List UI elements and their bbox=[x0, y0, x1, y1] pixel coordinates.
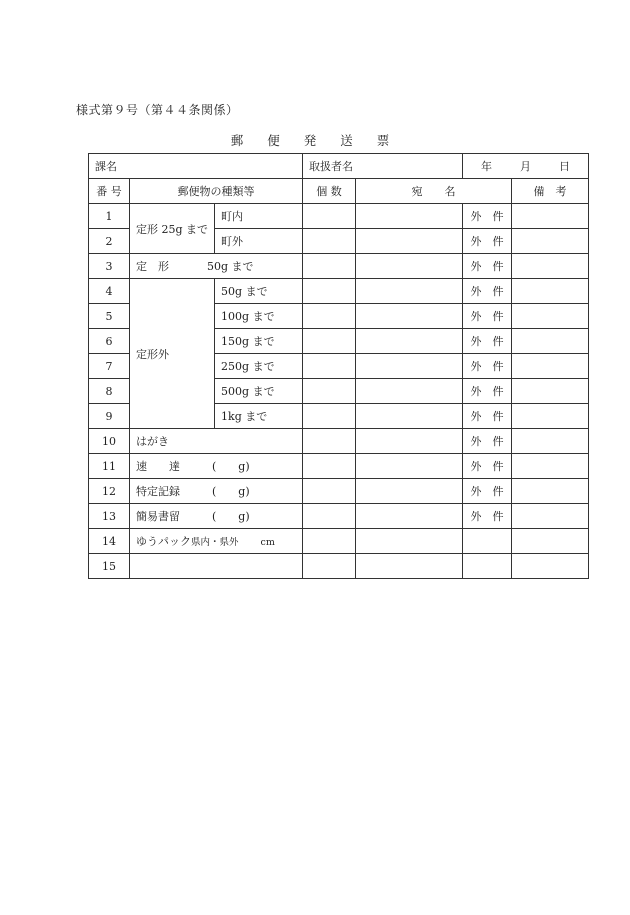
address-extra-cell[interactable] bbox=[463, 529, 512, 554]
count-cell[interactable] bbox=[303, 279, 356, 304]
remarks-cell[interactable] bbox=[512, 529, 589, 554]
remarks-cell[interactable] bbox=[512, 354, 589, 379]
address-suffix: 外 件 bbox=[463, 279, 512, 304]
row-number: 10 bbox=[89, 429, 130, 454]
table-row bbox=[89, 454, 589, 479]
count-cell[interactable] bbox=[303, 479, 356, 504]
row-number: 2 bbox=[89, 229, 130, 254]
row-group-label: 定形外 bbox=[130, 279, 215, 429]
table-row bbox=[89, 529, 589, 554]
remarks-cell[interactable] bbox=[512, 379, 589, 404]
row-label bbox=[130, 504, 303, 529]
address-cell[interactable] bbox=[356, 479, 463, 504]
address-suffix: 外 件 bbox=[463, 404, 512, 429]
count-cell[interactable] bbox=[303, 454, 356, 479]
dept-name-cell[interactable] bbox=[89, 154, 303, 179]
day-label: 日 bbox=[559, 160, 571, 173]
count-cell[interactable] bbox=[303, 429, 356, 454]
count-cell[interactable] bbox=[303, 404, 356, 429]
row-label-main: 速 達 bbox=[136, 460, 180, 473]
col-address: 宛 名 bbox=[356, 179, 512, 204]
row-number: 15 bbox=[89, 554, 130, 579]
row-label: はがき bbox=[130, 429, 303, 454]
row-number: 9 bbox=[89, 404, 130, 429]
row-label-weight: 50g まで bbox=[207, 260, 254, 273]
address-suffix: 外 件 bbox=[463, 454, 512, 479]
address-cell[interactable] bbox=[356, 404, 463, 429]
row-label-region: 県内・県外 bbox=[191, 537, 239, 548]
row-group-label: 定形 25g まで bbox=[130, 204, 215, 254]
table-row bbox=[89, 554, 589, 579]
address-cell[interactable] bbox=[356, 279, 463, 304]
row-number: 7 bbox=[89, 354, 130, 379]
column-header-row bbox=[89, 179, 589, 204]
address-cell[interactable] bbox=[356, 229, 463, 254]
row-label-main: 定 形 bbox=[136, 260, 169, 273]
count-cell[interactable] bbox=[303, 229, 356, 254]
dept-name-label: 課名 bbox=[95, 160, 117, 173]
row-label bbox=[130, 454, 303, 479]
count-cell[interactable] bbox=[303, 304, 356, 329]
table-row bbox=[89, 429, 589, 454]
count-cell[interactable] bbox=[303, 554, 356, 579]
remarks-cell[interactable] bbox=[512, 204, 589, 229]
handler-name-cell[interactable] bbox=[303, 154, 463, 179]
row-label-main: 簡易書留 bbox=[136, 510, 180, 523]
address-cell[interactable] bbox=[356, 429, 463, 454]
row-sub-label: 150g まで bbox=[215, 329, 303, 354]
remarks-cell[interactable] bbox=[512, 554, 589, 579]
col-mail-type: 郵便物の種類等 bbox=[130, 179, 303, 204]
row-sub-label: 50g まで bbox=[215, 279, 303, 304]
address-suffix: 外 件 bbox=[463, 204, 512, 229]
row-label bbox=[130, 479, 303, 504]
remarks-cell[interactable] bbox=[512, 229, 589, 254]
address-suffix: 外 件 bbox=[463, 254, 512, 279]
address-cell[interactable] bbox=[356, 204, 463, 229]
address-suffix: 外 件 bbox=[463, 479, 512, 504]
row-number: 11 bbox=[89, 454, 130, 479]
count-cell[interactable] bbox=[303, 379, 356, 404]
remarks-cell[interactable] bbox=[512, 254, 589, 279]
address-extra-cell[interactable] bbox=[463, 554, 512, 579]
count-cell[interactable] bbox=[303, 529, 356, 554]
row-sub-label: 町外 bbox=[215, 229, 303, 254]
row-weight-field[interactable]: ( g) bbox=[212, 485, 250, 498]
row-sub-label: 町内 bbox=[215, 204, 303, 229]
col-remarks: 備 考 bbox=[512, 179, 589, 204]
remarks-cell[interactable] bbox=[512, 329, 589, 354]
address-cell[interactable] bbox=[356, 504, 463, 529]
address-cell[interactable] bbox=[356, 329, 463, 354]
count-cell[interactable] bbox=[303, 329, 356, 354]
row-number: 5 bbox=[89, 304, 130, 329]
table-row bbox=[89, 254, 589, 279]
handler-name-label: 取扱者名 bbox=[309, 160, 354, 173]
row-sub-label: 250g まで bbox=[215, 354, 303, 379]
address-suffix: 外 件 bbox=[463, 354, 512, 379]
row-number: 6 bbox=[89, 329, 130, 354]
address-cell[interactable] bbox=[356, 554, 463, 579]
count-cell[interactable] bbox=[303, 204, 356, 229]
remarks-cell[interactable] bbox=[512, 429, 589, 454]
remarks-cell[interactable] bbox=[512, 454, 589, 479]
address-cell[interactable] bbox=[356, 379, 463, 404]
address-cell[interactable] bbox=[356, 529, 463, 554]
remarks-cell[interactable] bbox=[512, 504, 589, 529]
address-cell[interactable] bbox=[356, 354, 463, 379]
table-row bbox=[89, 479, 589, 504]
remarks-cell[interactable] bbox=[512, 304, 589, 329]
remarks-cell[interactable] bbox=[512, 404, 589, 429]
table-row bbox=[89, 504, 589, 529]
remarks-cell[interactable] bbox=[512, 479, 589, 504]
address-suffix: 外 件 bbox=[463, 304, 512, 329]
table-row bbox=[89, 279, 589, 304]
row-number: 8 bbox=[89, 379, 130, 404]
col-count: 個 数 bbox=[303, 179, 356, 204]
address-cell[interactable] bbox=[356, 454, 463, 479]
header-row bbox=[89, 154, 589, 179]
address-suffix: 外 件 bbox=[463, 504, 512, 529]
count-cell[interactable] bbox=[303, 504, 356, 529]
date-cell[interactable] bbox=[463, 154, 589, 179]
row-label-main: ゆうパック bbox=[136, 535, 191, 548]
row-size-unit: cm bbox=[260, 537, 275, 548]
month-label: 月 bbox=[520, 160, 532, 173]
remarks-cell[interactable] bbox=[512, 279, 589, 304]
row-weight-field[interactable]: ( g) bbox=[212, 460, 250, 473]
address-suffix: 外 件 bbox=[463, 379, 512, 404]
row-number: 13 bbox=[89, 504, 130, 529]
address-suffix: 外 件 bbox=[463, 329, 512, 354]
row-label[interactable] bbox=[130, 554, 303, 579]
address-suffix: 外 件 bbox=[463, 429, 512, 454]
row-number: 4 bbox=[89, 279, 130, 304]
row-number: 14 bbox=[89, 529, 130, 554]
form-number-label: 様式第９号（第４４条関係） bbox=[76, 103, 239, 117]
count-cell[interactable] bbox=[303, 254, 356, 279]
address-cell[interactable] bbox=[356, 304, 463, 329]
row-sub-label: 1kg まで bbox=[215, 404, 303, 429]
count-cell[interactable] bbox=[303, 354, 356, 379]
row-label bbox=[130, 254, 303, 279]
row-weight-field[interactable]: ( g) bbox=[212, 510, 250, 523]
address-cell[interactable] bbox=[356, 254, 463, 279]
row-label bbox=[130, 529, 303, 554]
row-number: 1 bbox=[89, 204, 130, 229]
table-row bbox=[89, 204, 589, 229]
row-sub-label: 100g まで bbox=[215, 304, 303, 329]
row-label-main: 特定記録 bbox=[136, 485, 180, 498]
postal-dispatch-table bbox=[88, 153, 589, 579]
row-number: 3 bbox=[89, 254, 130, 279]
form-title: 郵 便 発 送 票 bbox=[230, 133, 400, 148]
year-label: 年 bbox=[481, 160, 493, 173]
col-number: 番 号 bbox=[89, 179, 130, 204]
address-suffix: 外 件 bbox=[463, 229, 512, 254]
row-number: 12 bbox=[89, 479, 130, 504]
row-sub-label: 500g まで bbox=[215, 379, 303, 404]
